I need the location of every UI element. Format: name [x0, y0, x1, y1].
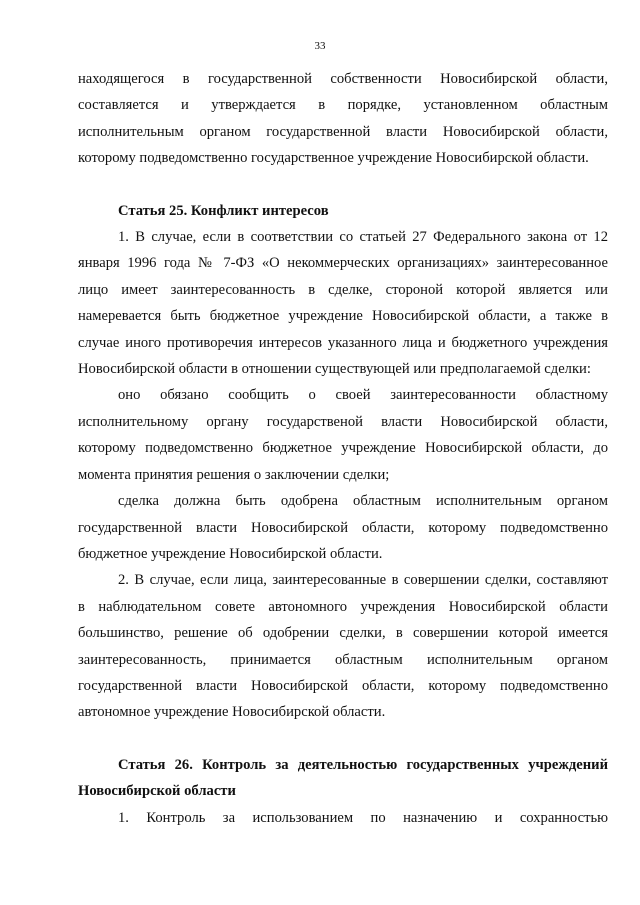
spacer — [78, 726, 608, 752]
text-line: большинство, решение об одобрении сделки, в совершении которой имеется — [78, 625, 608, 642]
text-line: момента принятия решения о заключении сделки; — [78, 466, 390, 483]
spacer — [78, 172, 608, 198]
article-26-title — [78, 752, 608, 805]
document-body — [78, 66, 608, 831]
text-line: бюджетное учреждение Новосибирской области. — [78, 545, 383, 562]
text-line: лицо имеет заинтересованность в сделке, стороной которой является или — [78, 281, 608, 298]
text-line: 1. Контроль за использованием по назначению и сохранностью — [118, 809, 608, 826]
text-line: 1. В случае, если в соответствии со статьей 27 Федерального закона от 12 — [118, 229, 608, 246]
article-26-paragraph-1 — [78, 805, 608, 831]
text-line: января 1996 года № 7-ФЗ «О некоммерческих организациях» заинтересованное — [78, 255, 608, 272]
text-line: Новосибирской области в отношении существующей или предполагаемой сделки: — [78, 361, 591, 378]
text-line: в наблюдательном совете автономного учреждения Новосибирской области — [78, 598, 608, 615]
text-line: намеревается быть бюджетное учреждение Новосибирской области, а также в — [78, 308, 608, 325]
text-line: государственной власти Новосибирской области, которому подведомственно — [78, 677, 608, 694]
page-number: 33 — [314, 40, 326, 52]
paragraph-continuation — [78, 66, 608, 172]
text-line: исполнительным органом государственной власти Новосибирской области, — [78, 123, 608, 140]
text-line: государственной власти Новосибирской области, которому подведомственно — [78, 519, 608, 536]
text-line: которому подведомственно бюджетное учреждение Новосибирской области, до — [78, 440, 608, 457]
article-25-paragraph-2 — [78, 382, 608, 488]
text-line: случае иного противоречия интересов указанного лица и бюджетного учреждения — [78, 334, 608, 351]
text-line: автономное учреждение Новосибирской области. — [78, 704, 386, 721]
heading-line: Новосибирской области — [78, 783, 236, 800]
article-25-paragraph-1 — [78, 224, 608, 382]
text-line: составляется и утверждается в порядке, установленном областным — [78, 97, 608, 114]
text-line: которому подведомственно государственное учреждение Новосибирской области. — [78, 150, 589, 167]
text-line: находящегося в государственной собственности Новосибирской области, — [78, 71, 608, 87]
text-line: заинтересованность, принимается областным исполнительным органом — [78, 651, 608, 668]
article-25-title: Статья 25. Конфликт интересов — [118, 202, 329, 219]
article-25-paragraph-3 — [78, 488, 608, 567]
text-line: исполнительному органу государственой власти Новосибирской области, — [78, 413, 608, 430]
text-line: оно обязано сообщить о своей заинтересованности областному — [118, 387, 608, 404]
heading-line: Статья 26. Контроль за деятельностью государственных учреждений — [118, 756, 608, 773]
text-line: сделка должна быть одобрена областным исполнительным органом — [118, 493, 608, 510]
text-line: 2. В случае, если лица, заинтересованные в совершении сделки, составляют — [118, 572, 608, 589]
article-25-paragraph-4 — [78, 567, 608, 725]
